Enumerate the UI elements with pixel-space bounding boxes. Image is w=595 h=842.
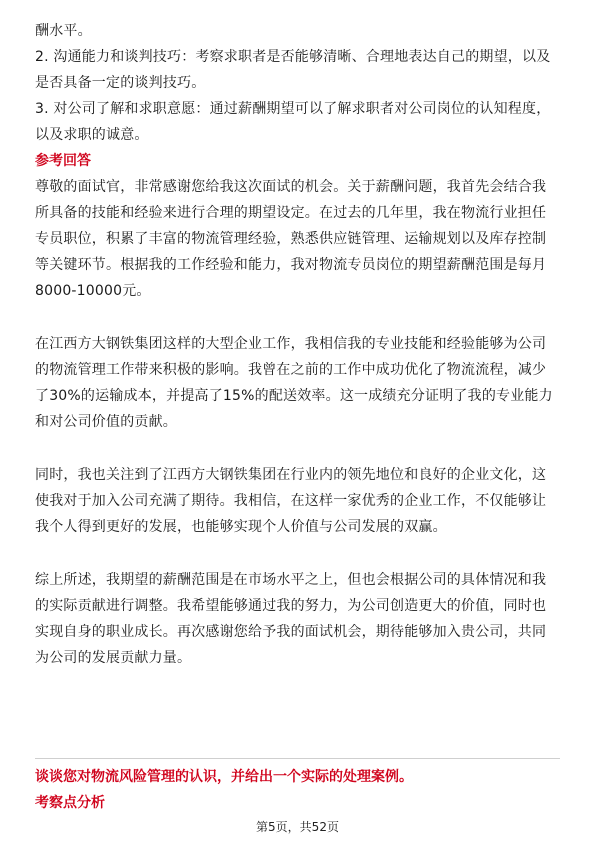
paragraph-line: 在江西方大钢铁集团这样的大型企业工作，我相信我的专业技能和经验能够为公司 — [35, 336, 547, 352]
paragraph-line: 等关键环节。根据我的工作经验和能力，我对物流专员岗位的期望薪酬范围是每月 — [35, 257, 547, 273]
answer-paragraph — [35, 567, 565, 671]
reference-answer-heading: 参考回答 — [35, 153, 91, 169]
paragraph-line: 我个人得到更好的发展，也能够实现个人价值与公司发展的双赢。 — [35, 519, 447, 535]
next-question-heading: 谈谈您对物流风险管理的认识，并给出一个实际的处理案例。 — [35, 769, 413, 785]
paragraph-line: 实现自身的职业成长。再次感谢您给予我的面试机会，期待能够加入贵公司，共同 — [35, 624, 547, 640]
paragraph-line: 使我对于加入公司充满了期待。我相信，在这样一家优秀的企业工作，不仅能够让 — [35, 493, 547, 509]
intro-line: 2. 沟通能力和谈判技巧：考察求职者是否能够清晰、合理地表达自己的期望，以及 — [35, 49, 551, 65]
paragraph-line: 了30%的运输成本，并提高了15%的配送效率。这一成绩充分证明了我的专业能力 — [35, 388, 553, 404]
paragraph-line: 尊敬的面试官，非常感谢您给我这次面试的机会。关于薪酬问题，我首先会结合我 — [35, 179, 547, 195]
paragraph-gap — [35, 435, 565, 462]
paragraph-line: 的实际贡献进行调整。我希望能够通过我的努力，为公司创造更大的价值，同时也 — [35, 598, 547, 614]
paragraph-line: 的物流管理工作带来积极的影响。我曾在之前的工作中成功优化了物流流程，减少 — [35, 362, 547, 378]
paragraph-line: 同时，我也关注到了江西方大钢铁集团在行业内的领先地位和良好的企业文化，这 — [35, 467, 547, 483]
page-content — [35, 18, 565, 671]
paragraph-line: 和对公司价值的贡献。 — [35, 414, 177, 430]
intro-line: 以及求职的诚意。 — [35, 127, 149, 143]
analysis-heading: 考察点分析 — [35, 795, 105, 811]
answer-paragraph — [35, 331, 565, 435]
paragraph-line: 8000-10000元。 — [35, 283, 151, 299]
page-number-footer: 第5页，共52页 — [256, 820, 339, 834]
answer-paragraph — [35, 174, 565, 304]
intro-line: 3. 对公司了解和求职意愿：通过薪酬期望可以了解求职者对公司岗位的认知程度， — [35, 101, 551, 117]
paragraph-line: 所具备的技能和经验来进行合理的期望设定。在过去的几年里，我在物流行业担任 — [35, 205, 547, 221]
intro-list — [35, 18, 565, 148]
paragraph-line: 专员职位，积累了丰富的物流管理经验，熟悉供应链管理、运输规划以及库存控制 — [35, 231, 547, 247]
section-divider — [35, 758, 560, 759]
intro-line: 是否具备一定的谈判技巧。 — [35, 75, 206, 91]
paragraph-line: 综上所述，我期望的薪酬范围是在市场水平之上，但也会根据公司的具体情况和我 — [35, 572, 547, 588]
answer-paragraph — [35, 462, 565, 540]
intro-line: 酬水平。 — [35, 23, 92, 39]
paragraph-gap — [35, 540, 565, 567]
paragraph-gap — [35, 304, 565, 331]
paragraph-line: 为公司的发展贡献力量。 — [35, 650, 192, 666]
